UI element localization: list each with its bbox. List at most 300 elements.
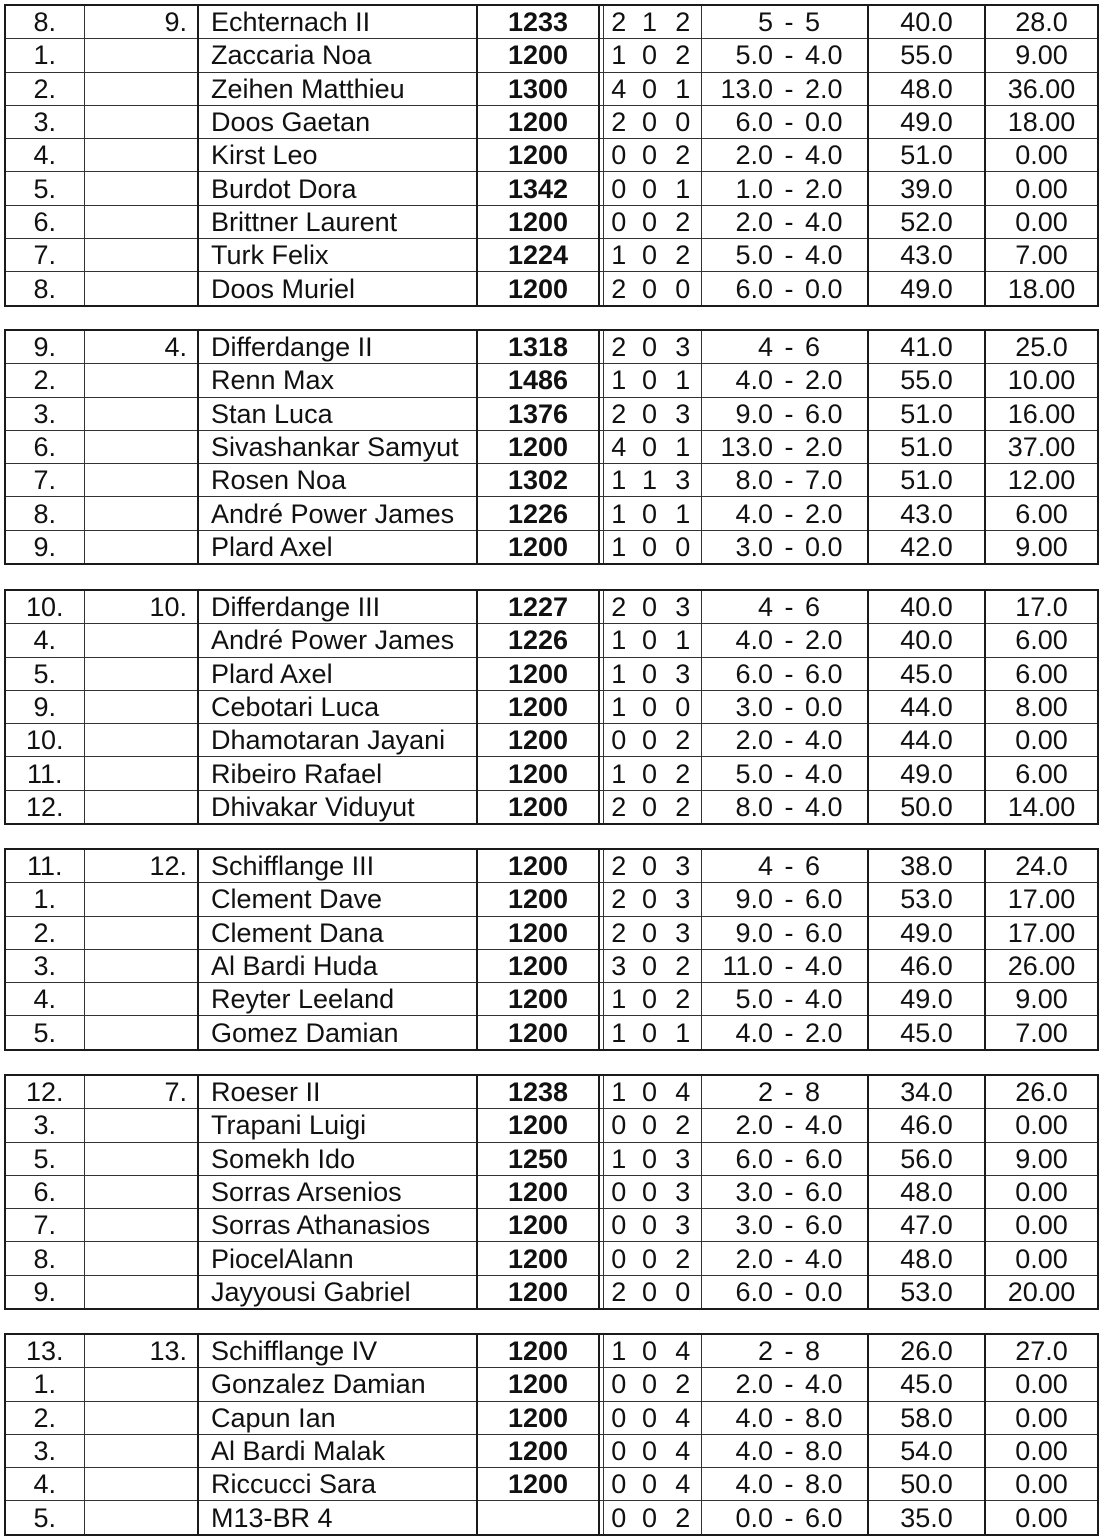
player-score-for-cell: 5.0 — [701, 239, 777, 272]
player-score-against-cell: 6.0 — [801, 397, 868, 430]
player-score-dash: - — [777, 205, 801, 238]
player-row — [5, 983, 1098, 1016]
player-points-cell: 7.00 — [985, 239, 1098, 272]
player-wins-cell: 0 — [603, 1434, 634, 1467]
player-name-cell: Turk Felix — [198, 239, 477, 272]
player-losses-cell: 4 — [665, 1401, 701, 1434]
player-seed-cell — [84, 624, 198, 657]
player-score-against-cell: 2.0 — [801, 172, 868, 205]
player-score-against-cell: 2.0 — [801, 72, 868, 105]
player-wins-cell: 2 — [611, 1276, 627, 1307]
team-score-dash: - — [777, 590, 801, 624]
player-name-cell: Dhivakar Viduyut — [198, 790, 477, 824]
team-name-cell: Schifflange IV — [198, 1334, 477, 1368]
player-seed-cell — [84, 1368, 198, 1401]
player-seed-cell — [84, 1209, 198, 1242]
player-seed-cell — [84, 1275, 198, 1309]
player-losses-cell: 2 — [665, 39, 701, 72]
player-rank-cell: 6. — [5, 1175, 84, 1208]
team-rating-cell: 1200 — [477, 1334, 599, 1368]
player-row — [5, 790, 1098, 824]
player-losses-cell: 3 — [665, 883, 701, 916]
player-row — [5, 205, 1098, 238]
player-score-for-cell: 9.0 — [701, 397, 777, 430]
player-row — [5, 1401, 1098, 1434]
team-rank-cell: 12. — [5, 1075, 84, 1109]
player-score-against-cell: 6.0 — [801, 657, 868, 690]
player-name-cell: Gomez Damian — [198, 1016, 477, 1050]
player-seed-cell — [84, 430, 198, 463]
team-score-for-cell: 2 — [701, 1334, 777, 1368]
team-row — [5, 330, 1098, 364]
player-row — [5, 1501, 1098, 1535]
player-name-cell: Sorras Athanasios — [198, 1209, 477, 1242]
player-draws-cell: 0 — [634, 72, 665, 105]
player-rating-cell: 1200 — [477, 39, 599, 72]
player-seed-cell — [84, 690, 198, 723]
player-losses-cell: 2 — [665, 949, 701, 982]
player-row — [5, 430, 1098, 463]
player-score-for-cell: 9.0 — [701, 916, 777, 949]
player-score-dash: - — [777, 949, 801, 982]
player-row — [5, 397, 1098, 430]
player-losses-cell: 4 — [665, 1434, 701, 1467]
player-score-dash: - — [777, 1209, 801, 1242]
player-score-against-cell: 6.0 — [801, 1209, 868, 1242]
player-buchholz-cell: 49.0 — [868, 916, 985, 949]
player-rating-cell: 1200 — [477, 1109, 599, 1142]
team-score-for-cell: 5 — [701, 5, 777, 39]
team-rank-cell: 13. — [5, 1334, 84, 1368]
player-score-against-cell: 8.0 — [801, 1401, 868, 1434]
player-score-for-cell: 2.0 — [701, 139, 777, 172]
player-rating-cell: 1226 — [477, 497, 599, 530]
player-name-cell: Brittner Laurent — [198, 205, 477, 238]
player-wins-cell: 1 — [603, 497, 634, 530]
player-draws-cell: 0 — [641, 1502, 658, 1533]
team-seed-cell: 10. — [84, 590, 198, 624]
player-rank-cell: 6. — [5, 205, 84, 238]
player-score-for-cell: 4.0 — [701, 1468, 777, 1501]
player-score-for-cell: 2.0 — [701, 1368, 777, 1401]
player-points-cell: 9.00 — [985, 983, 1098, 1016]
player-score-for-cell: 1.0 — [701, 172, 777, 205]
player-seed-cell — [84, 530, 198, 564]
player-seed-cell — [84, 790, 198, 824]
team-score-dash: - — [777, 330, 801, 364]
player-score-for-cell: 13.0 — [701, 430, 777, 463]
player-rating-cell: 1200 — [477, 430, 599, 463]
player-name-cell: Doos Gaetan — [198, 105, 477, 138]
player-wins-cell: 4 — [603, 72, 634, 105]
team-group-table — [4, 848, 1099, 1051]
player-rating-cell: 1200 — [477, 949, 599, 982]
player-wins-cell: 1 — [611, 1017, 627, 1048]
player-score-dash: - — [777, 1401, 801, 1434]
player-name-cell: PiocelAlann — [198, 1242, 477, 1275]
player-rank-cell: 9. — [5, 690, 84, 723]
team-rating-cell: 1238 — [477, 1075, 599, 1109]
player-losses-cell: 1 — [665, 172, 701, 205]
team-rating-cell: 1233 — [477, 5, 599, 39]
player-losses-cell: 2 — [665, 724, 701, 757]
player-row — [5, 1242, 1098, 1275]
player-name-cell: Kirst Leo — [198, 139, 477, 172]
player-rank-cell: 12. — [5, 790, 84, 824]
player-score-for-cell: 4.0 — [701, 364, 777, 397]
team-draws-cell: 1 — [634, 5, 665, 39]
player-score-for-cell: 2.0 — [701, 205, 777, 238]
player-score-for-cell: 6.0 — [735, 1276, 773, 1307]
player-points-cell: 0.00 — [985, 1209, 1098, 1242]
player-draws-cell: 0 — [634, 624, 665, 657]
player-score-for-cell: 2.0 — [701, 1109, 777, 1142]
player-score-dash: - — [777, 172, 801, 205]
player-draws-cell: 0 — [634, 1209, 665, 1242]
player-score-against-cell: 4.0 — [801, 139, 868, 172]
player-score-against-cell: 0.0 — [801, 105, 868, 138]
team-group-table — [4, 329, 1099, 565]
player-points-cell: 6.00 — [985, 624, 1098, 657]
player-score-dash: - — [777, 464, 801, 497]
player-score-against-cell: 0.0 — [801, 530, 868, 564]
player-seed-cell — [84, 1175, 198, 1208]
team-buchholz-cell: 38.0 — [868, 849, 985, 883]
player-losses-cell: 1 — [665, 72, 701, 105]
player-score-for-cell: 3.0 — [701, 1175, 777, 1208]
player-rank-cell: 1. — [5, 1368, 84, 1401]
player-rank-cell: 7. — [5, 239, 84, 272]
player-score-for-cell: 6.0 — [735, 273, 773, 304]
player-name-cell: André Power James — [198, 624, 477, 657]
player-name-cell: Clement Dana — [198, 916, 477, 949]
team-row — [5, 1075, 1098, 1109]
player-rank-cell: 5. — [5, 1501, 84, 1535]
player-draws-cell: 0 — [634, 397, 665, 430]
player-seed-cell — [84, 139, 198, 172]
player-row — [5, 624, 1098, 657]
team-losses-cell: 3 — [665, 590, 701, 624]
team-rating-cell: 1227 — [477, 590, 599, 624]
player-name-cell: André Power James — [198, 497, 477, 530]
player-losses-cell: 2 — [665, 205, 701, 238]
player-rank-cell: 4. — [5, 983, 84, 1016]
team-name-cell: Roeser II — [198, 1075, 477, 1109]
player-draws-cell: 0 — [634, 105, 665, 138]
player-score-dash: - — [777, 1368, 801, 1401]
player-wins-cell: 1 — [603, 239, 634, 272]
player-score-for-cell: 8.0 — [735, 791, 773, 822]
player-score-for-cell: 3.0 — [701, 690, 777, 723]
player-score-against-cell: 6.0 — [801, 1501, 868, 1535]
player-score-for-cell: 3.0 — [735, 531, 773, 562]
player-losses-cell: 2 — [665, 983, 701, 1016]
player-losses-cell: 1 — [665, 1016, 701, 1050]
team-score-for-cell: 4 — [701, 590, 777, 624]
player-score-against-cell: 4.0 — [801, 757, 868, 790]
player-rank-cell: 1. — [5, 39, 84, 72]
player-points-cell: 18.00 — [1007, 273, 1076, 304]
player-rank-cell: 2. — [5, 364, 84, 397]
player-seed-cell — [84, 1109, 198, 1142]
player-points-cell: 17.00 — [985, 883, 1098, 916]
team-group-table — [4, 4, 1099, 307]
player-buchholz-cell: 43.0 — [868, 239, 985, 272]
team-seed-cell: 9. — [84, 5, 198, 39]
player-wins-cell: 1 — [603, 690, 634, 723]
player-rating-cell: 1200 — [477, 1275, 599, 1309]
player-score-dash: - — [777, 983, 801, 1016]
player-row — [5, 757, 1098, 790]
player-losses-cell: 1 — [665, 624, 701, 657]
player-wins-cell: 0 — [603, 1368, 634, 1401]
player-score-for-cell: 6.0 — [701, 657, 777, 690]
player-points-cell: 8.00 — [985, 690, 1098, 723]
player-rating-cell — [477, 1501, 599, 1535]
team-score-dash: - — [777, 1075, 801, 1109]
player-wins-cell: 0 — [603, 1175, 634, 1208]
player-score-for-cell: 11.0 — [701, 949, 777, 982]
player-rating-cell: 1200 — [477, 1434, 599, 1467]
player-name-cell: Zaccaria Noa — [198, 39, 477, 72]
player-name-cell: Gonzalez Damian — [198, 1368, 477, 1401]
player-wins-cell: 2 — [603, 105, 634, 138]
team-buchholz-cell: 41.0 — [868, 330, 985, 364]
player-score-against-cell: 4.0 — [801, 949, 868, 982]
player-draws-cell: 0 — [634, 139, 665, 172]
player-name-cell: Reyter Leeland — [198, 983, 477, 1016]
team-rank-cell: 8. — [5, 5, 84, 39]
player-draws-cell: 0 — [634, 1368, 665, 1401]
player-name-cell: Jayyousi Gabriel — [198, 1275, 477, 1309]
player-row — [5, 497, 1098, 530]
player-seed-cell — [84, 239, 198, 272]
player-score-for-cell: 5.0 — [701, 983, 777, 1016]
team-row — [5, 5, 1098, 39]
team-points-cell: 25.0 — [985, 330, 1098, 364]
player-losses-cell: 4 — [665, 1468, 701, 1501]
team-seed-cell: 7. — [84, 1075, 198, 1109]
player-seed-cell — [84, 72, 198, 105]
player-buchholz-cell: 39.0 — [868, 172, 985, 205]
player-wins-cell: 1 — [603, 364, 634, 397]
team-group-table — [4, 1333, 1099, 1536]
player-score-against-cell: 8.0 — [801, 1468, 868, 1501]
player-rank-cell: 5. — [5, 172, 84, 205]
player-rating-cell: 1302 — [477, 464, 599, 497]
player-buchholz-cell: 58.0 — [868, 1401, 985, 1434]
player-rating-cell: 1200 — [477, 1242, 599, 1275]
player-rating-cell: 1486 — [477, 364, 599, 397]
team-losses-cell: 3 — [665, 849, 701, 883]
player-seed-cell — [84, 916, 198, 949]
player-wins-cell: 0 — [603, 139, 634, 172]
player-wins-cell: 3 — [603, 949, 634, 982]
player-draws-cell: 0 — [634, 172, 665, 205]
player-score-dash: - — [777, 139, 801, 172]
player-points-cell: 6.00 — [985, 757, 1098, 790]
player-score-against-cell: 4.0 — [801, 1368, 868, 1401]
team-wins-cell: 2 — [603, 330, 634, 364]
team-name-cell: Echternach II — [198, 5, 477, 39]
player-losses-cell: 2 — [665, 757, 701, 790]
player-name-cell: Zeihen Matthieu — [198, 72, 477, 105]
player-score-for-cell: 4.0 — [701, 624, 777, 657]
player-points-cell: 0.00 — [985, 1368, 1098, 1401]
player-score-dash: - — [777, 239, 801, 272]
player-rank-cell: 8. — [5, 1242, 84, 1275]
team-draws-cell: 0 — [634, 1334, 665, 1368]
player-draws-cell: 0 — [634, 883, 665, 916]
player-score-against-cell: 0.0 — [801, 690, 868, 723]
player-rank-cell: 3. — [5, 397, 84, 430]
player-name-cell: Al Bardi Malak — [198, 1434, 477, 1467]
player-buchholz-cell: 45.0 — [868, 657, 985, 690]
player-rating-cell: 1200 — [477, 1401, 599, 1434]
player-score-against-cell: 4.0 — [801, 1109, 868, 1142]
player-rating-cell: 1200 — [477, 1209, 599, 1242]
team-score-for-cell: 2 — [701, 1075, 777, 1109]
player-buchholz-cell: 56.0 — [868, 1142, 985, 1175]
player-draws-cell: 0 — [641, 531, 658, 562]
player-losses-cell: 3 — [665, 397, 701, 430]
player-name-cell: Rosen Noa — [198, 464, 477, 497]
player-buchholz-cell: 51.0 — [868, 464, 985, 497]
player-buchholz-cell: 52.0 — [868, 205, 985, 238]
player-name-cell: Burdot Dora — [198, 172, 477, 205]
player-row — [5, 139, 1098, 172]
player-buchholz-cell: 49.0 — [868, 105, 985, 138]
player-draws-cell: 0 — [634, 364, 665, 397]
player-rank-cell: 1. — [5, 883, 84, 916]
player-rating-cell: 1342 — [477, 172, 599, 205]
player-rank-cell: 3. — [5, 1109, 84, 1142]
team-score-against-cell: 5 — [801, 5, 868, 39]
player-seed-cell — [84, 949, 198, 982]
player-score-dash: - — [784, 1502, 794, 1533]
player-score-against-cell: 2.0 — [801, 1016, 868, 1050]
player-buchholz-cell: 48.0 — [868, 1175, 985, 1208]
player-points-cell: 9.00 — [1015, 531, 1068, 562]
player-score-dash: - — [777, 1109, 801, 1142]
player-rating-cell: 1200 — [477, 1368, 599, 1401]
player-row — [5, 883, 1098, 916]
player-name-cell: Al Bardi Huda — [198, 949, 477, 982]
player-losses-cell: 0 — [665, 690, 701, 723]
player-score-dash: - — [777, 690, 801, 723]
player-points-cell: 0.00 — [985, 1468, 1098, 1501]
team-seed-cell: 12. — [84, 849, 198, 883]
player-score-for-cell: 5.0 — [701, 39, 777, 72]
player-buchholz-cell: 46.0 — [868, 1109, 985, 1142]
team-score-for-cell: 4 — [701, 849, 777, 883]
player-score-against-cell: 7.0 — [801, 464, 868, 497]
player-score-against-cell: 4.0 — [801, 239, 868, 272]
team-name-cell: Differdange III — [198, 590, 477, 624]
player-draws-cell: 0 — [634, 983, 665, 1016]
player-losses-cell: 3 — [665, 916, 701, 949]
player-buchholz-cell: 40.0 — [868, 624, 985, 657]
player-score-against-cell: 4.0 — [801, 790, 868, 824]
player-buchholz-cell: 51.0 — [868, 430, 985, 463]
player-points-cell: 36.00 — [985, 72, 1098, 105]
player-score-dash: - — [784, 1276, 794, 1307]
player-rating-cell: 1224 — [477, 239, 599, 272]
player-seed-cell — [84, 39, 198, 72]
player-rating-cell: 1200 — [477, 1016, 599, 1050]
player-rank-cell: 4. — [5, 624, 84, 657]
player-name-cell: Riccucci Sara — [198, 1468, 477, 1501]
player-rating-cell: 1200 — [477, 883, 599, 916]
player-losses-cell: 3 — [665, 1175, 701, 1208]
player-seed-cell — [84, 724, 198, 757]
team-name-cell: Differdange II — [198, 330, 477, 364]
player-losses-cell: 2 — [665, 239, 701, 272]
player-rank-cell: 2. — [5, 916, 84, 949]
team-points-cell: 26.0 — [985, 1075, 1098, 1109]
player-rank-cell: 4. — [5, 1468, 84, 1501]
player-rating-cell: 1200 — [477, 916, 599, 949]
player-score-dash: - — [784, 1017, 794, 1048]
player-row — [5, 1142, 1098, 1175]
player-buchholz-cell: 49.0 — [868, 983, 985, 1016]
player-rank-cell: 4. — [5, 139, 84, 172]
player-buchholz-cell: 49.0 — [868, 757, 985, 790]
player-losses-cell: 2 — [665, 1501, 701, 1535]
team-score-dash: - — [777, 849, 801, 883]
player-score-against-cell: 2.0 — [801, 364, 868, 397]
player-score-against-cell: 6.0 — [801, 1142, 868, 1175]
player-score-dash: - — [777, 1468, 801, 1501]
player-rating-cell: 1200 — [477, 1468, 599, 1501]
player-name-cell: Doos Muriel — [198, 272, 477, 306]
player-wins-cell: 0 — [603, 205, 634, 238]
player-rank-cell: 2. — [5, 1401, 84, 1434]
player-buchholz-cell: 43.0 — [868, 497, 985, 530]
player-draws-cell: 0 — [634, 497, 665, 530]
player-rank-cell: 7. — [5, 1209, 84, 1242]
player-score-dash: - — [784, 531, 794, 562]
player-draws-cell: 0 — [634, 724, 665, 757]
player-rating-cell: 1200 — [477, 790, 599, 824]
player-score-against-cell: 4.0 — [801, 205, 868, 238]
team-rank-cell: 11. — [5, 849, 84, 883]
player-buchholz-cell: 45.0 — [868, 1016, 985, 1050]
player-score-dash: - — [777, 39, 801, 72]
player-wins-cell: 0 — [603, 1468, 634, 1501]
player-buchholz-cell: 53.0 — [868, 883, 985, 916]
player-seed-cell — [84, 1401, 198, 1434]
player-buchholz-cell: 55.0 — [868, 39, 985, 72]
player-score-dash: - — [777, 757, 801, 790]
player-wins-cell: 2 — [611, 791, 627, 822]
team-points-cell: 24.0 — [985, 849, 1098, 883]
team-score-against-cell: 8 — [801, 1075, 868, 1109]
player-draws-cell: 0 — [634, 239, 665, 272]
player-points-cell: 9.00 — [985, 39, 1098, 72]
player-points-cell: 26.00 — [985, 949, 1098, 982]
player-score-for-cell: 4.0 — [701, 497, 777, 530]
team-row — [5, 849, 1098, 883]
team-score-against-cell: 8 — [801, 1334, 868, 1368]
player-losses-cell: 3 — [665, 1142, 701, 1175]
team-row — [5, 1334, 1098, 1368]
player-points-cell: 14.00 — [1007, 791, 1076, 822]
player-wins-cell: 4 — [603, 430, 634, 463]
player-seed-cell — [84, 757, 198, 790]
player-score-dash: - — [777, 1242, 801, 1275]
player-points-cell: 20.00 — [1007, 1276, 1076, 1307]
